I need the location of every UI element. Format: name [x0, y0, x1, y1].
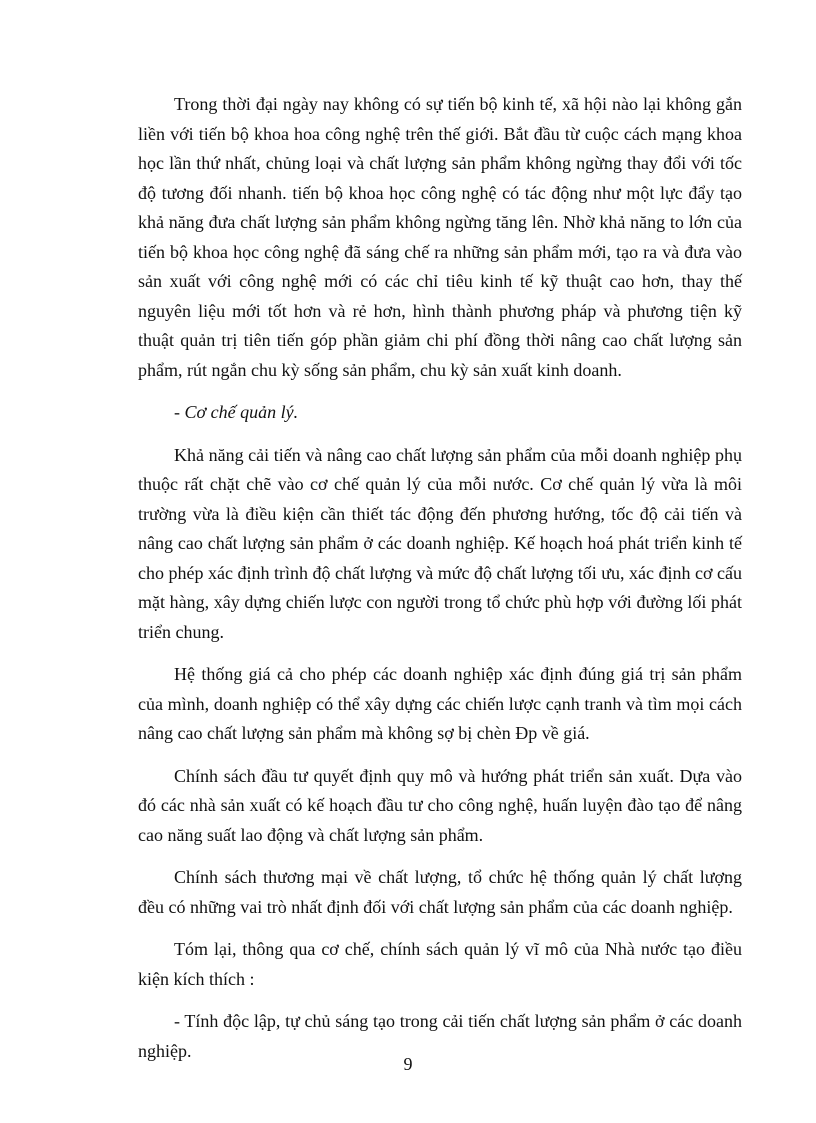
- paragraph-summary: Tóm lại, thông qua cơ chế, chính sách quản lý vĩ mô của Nhà nước tạo điều kiện kích thích :: [138, 939, 742, 989]
- section-heading-management-mechanism: - Cơ chế quản lý.: [174, 402, 299, 422]
- page-number: 9: [403, 1054, 413, 1074]
- paragraph-independence: - Tính độc lập, tự chủ sáng tạo trong cải tiến chất lượng sản phẩm ở các doanh nghiệp.: [138, 1011, 742, 1061]
- paragraph-technology-progress: Trong thời đại ngày nay không có sự tiến bộ kinh tế, xã hội nào lại không gắn liền với tiến bộ khoa hoa công nghệ trên thế giới. Bắt đầu từ cuộc cách mạng khoa học lần thứ nhất, chủng loại và chất lượng sản phẩm không ngừng thay đổi với tốc độ tương đối nhanh. tiến bộ khoa học công nghệ có tác động như một lực đẩy tạo khả năng đưa chất lượng sản phẩm không ngừng tăng lên. Nhờ khả năng to lớn của tiến bộ khoa học công nghệ đã sáng chế ra những sản phẩm mới, tạo ra và đưa vào sản xuất với công nghệ mới có các chỉ tiêu kinh tế kỹ thuật cao hơn, thay thế nguyên liệu mới tốt hơn và rẻ hơn, hình thành phương pháp và phương tiện kỹ thuật quản trị tiên tiến góp phần giảm chi phí đồng thời nâng cao chất lượng sản phẩm, rút ngắn chu kỳ sống sản phẩm, chu kỳ sản xuất kinh doanh.: [138, 94, 742, 380]
- paragraph-trade-policy: Chính sách thương mại về chất lượng, tổ chức hệ thống quản lý chất lượng đều có những vai trò nhất định đối với chất lượng sản phẩm của các doanh nghiệp.: [138, 867, 742, 917]
- paragraph-management-mechanism: Khả năng cải tiến và nâng cao chất lượng sản phẩm của mỗi doanh nghiệp phụ thuộc rất chặt chẽ vào cơ chế quản lý của mỗi nước. Cơ chế quản lý vừa là môi trường vừa là điều kiện cần thiết tác động đến phương hướng, tốc độ cải tiến và nâng cao chất lượng sản phẩm ở các doanh nghiệp. Kế hoạch hoá phát triển kinh tế cho phép xác định trình độ chất lượng và mức độ chất lượng tối ưu, xác định cơ cấu mặt hàng, xây dựng chiến lược con người trong tổ chức phù hợp với đường lối phát triển chung.: [138, 444, 742, 642]
- paragraph-price-system: Hệ thống giá cả cho phép các doanh nghiệp xác định đúng giá trị sản phẩm của mình, doanh nghiệp có thể xây dựng các chiến lược cạnh tranh và tìm mọi cách nâng cao chất lượng sản phẩm mà không sợ bị chèn Đp về giá.: [138, 664, 742, 743]
- paragraph-investment-policy: Chính sách đầu tư quyết định quy mô và hướng phát triển sản xuất. Dựa vào đó các nhà sản xuất có kế hoạch đầu tư cho công nghệ, huấn luyện đào tạo để nâng cao năng suất lao động và chất lượng sản phẩm.: [138, 765, 742, 845]
- page-body: [138, 90, 742, 1079]
